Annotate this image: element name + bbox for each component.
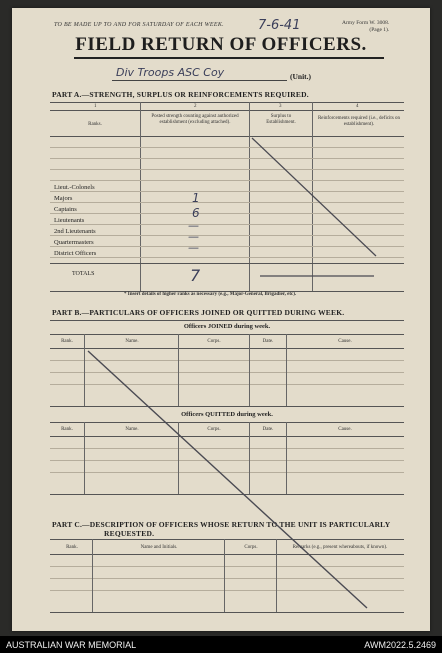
col-number: 3 xyxy=(279,104,282,109)
surplus-header: Surplus to Establishment. xyxy=(266,114,296,125)
part-bc-strike-line xyxy=(88,351,367,608)
part-c-heading: PART C.—DESCRIPTION OF OFFICERS WHOSE RETURN TO THE UNIT IS PARTICULARLY xyxy=(52,520,391,529)
ranks-header: Ranks. xyxy=(88,122,102,127)
form-page-number: (Page 1). xyxy=(369,27,390,33)
posted-value: — xyxy=(188,219,199,232)
col-header-rank: Rank. xyxy=(61,339,73,344)
part-c-heading-cont: REQUESTED. xyxy=(104,529,155,538)
handwritten-date: 7-6-41 xyxy=(258,18,301,33)
form-code-number: Army Form W. 3008. xyxy=(342,20,390,26)
form-title: FIELD RETURN OF OFFICERS. xyxy=(75,34,367,55)
col-header-cause: Cause. xyxy=(338,339,352,344)
col-header-corps: Corps. xyxy=(244,545,258,550)
col-header-date: Date. xyxy=(262,427,274,432)
posted-value: 1 xyxy=(192,191,200,205)
joined-title: Officers JOINED during week. xyxy=(183,323,271,330)
part-a-heading: PART A.—STRENGTH, SURPLUS OR REINFORCEMENTS REQUIRED. xyxy=(52,90,309,99)
rank-label: 2nd Lieutenants xyxy=(54,228,96,235)
pencil-strikes xyxy=(12,8,430,631)
col-header-remarks: Remarks (e.g., present whereabouts, if known). xyxy=(292,545,388,550)
col-header-rank: Rank. xyxy=(61,427,73,432)
totals-label: TOTALS xyxy=(72,271,95,277)
col-header-name: Name. xyxy=(125,339,139,344)
footer-accession: AWM2022.5.2469 xyxy=(364,640,436,650)
unit-label: (Unit.) xyxy=(290,72,312,81)
rank-label: Captains xyxy=(54,206,77,213)
part-a-footnote: * Insert details of higher ranks as necessary (e.g., Major-General, Brigadier, etc). xyxy=(124,292,297,297)
col-header-date: Date. xyxy=(262,339,274,344)
posted-value: — xyxy=(188,241,199,254)
reinforcements-header: Reinforcements required (i.e., deficits on establishment). xyxy=(317,116,401,127)
col-number: 1 xyxy=(94,104,97,109)
col-header-corps: Corps. xyxy=(207,427,221,432)
col-header-rank: Rank. xyxy=(66,545,78,550)
col-number: 2 xyxy=(194,104,197,109)
totals-value: 7 xyxy=(190,266,201,285)
rank-label: Lieut.-Colonels xyxy=(54,184,95,191)
posted-value: — xyxy=(188,230,199,243)
handwritten-unit: Div Troops ASC Coy xyxy=(116,66,225,79)
archive-footer xyxy=(0,636,442,653)
posted-header: Posted strength counting against authorized establishment (excluding attached). xyxy=(151,114,239,125)
quitted-title: Officers QUITTED during week. xyxy=(181,411,273,418)
col-number: 4 xyxy=(356,104,359,109)
col-header-name: Name. xyxy=(125,427,139,432)
form-instruction: TO BE MADE UP TO AND FOR SATURDAY OF EACH WEEK. xyxy=(54,22,224,28)
rank-label: Quartermasters xyxy=(54,239,94,246)
rank-label: District Officers xyxy=(54,250,97,257)
rank-label: Majors xyxy=(54,195,73,202)
form-page xyxy=(12,8,430,631)
posted-value: 6 xyxy=(192,206,200,220)
part-b-heading: PART B.—PARTICULARS OF OFFICERS JOINED OR QUITTED DURING WEEK. xyxy=(52,308,345,317)
rank-label: Lieutenants xyxy=(54,217,85,224)
col-header-name: Name and Initials. xyxy=(140,545,178,550)
footer-institution: AUSTRALIAN WAR MEMORIAL xyxy=(6,640,137,650)
part-a-strike-line xyxy=(252,138,376,256)
col-header-cause: Cause. xyxy=(338,427,352,432)
col-header-corps: Corps. xyxy=(207,339,221,344)
